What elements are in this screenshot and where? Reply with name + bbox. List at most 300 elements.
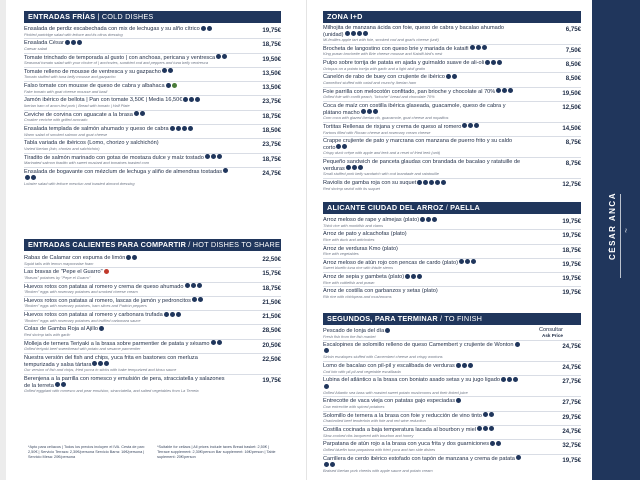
menu-item-text: [323, 398, 523, 409]
dish-name-text: Crappe crujiente de pato y marcrana con manzana de puerro frito y su caldo corto: [323, 138, 513, 151]
dish-name-text: Huevos rotos con patatas al romero, lascas de jamón y pedroncitos: [24, 297, 191, 304]
menu-item-text: [323, 124, 523, 135]
menu-item-text: [323, 89, 523, 100]
allergen-icon: [471, 259, 476, 264]
dish-description: Red shrimp ravioli with its suquet: [323, 185, 380, 191]
dish-name-text: Arroz de pato y alcachofas (plato): [323, 231, 407, 238]
dish-name-text: Tiradito de salmón marinado con gotas de mostaza dulce y maíz tostado: [24, 154, 204, 161]
dish-name: [323, 456, 523, 469]
dish-description: Rice with vegetables: [323, 251, 359, 257]
dish-description: Caesar salad: [24, 45, 47, 51]
menu-item-text: [24, 355, 229, 373]
allergen-icon: [192, 297, 197, 302]
allergen-icon: [385, 328, 390, 333]
allergen-icon: [483, 426, 488, 431]
dish-price: 24,75€: [262, 169, 281, 177]
allergen-icon: [485, 60, 490, 65]
menu-item: [323, 88, 581, 102]
menu-item: [323, 273, 581, 287]
menu-item-text: [323, 377, 523, 395]
dish-description: Cow entrecôte with spiced potatoes: [323, 403, 385, 409]
dish-description: Pickled partridge salad with lettuce and its citrus dressing: [24, 31, 123, 37]
dish-name-text: Pequeño sandwich de panceta glaudas con brandada de bacalao y ratatuille de verduras: [323, 159, 521, 172]
section-title-en: HOT DISHES TO SHARE: [192, 240, 281, 249]
menu-item-text: [323, 363, 523, 374]
allergen-icon: [435, 180, 440, 185]
dish-price: 27,75€: [562, 378, 581, 386]
section-title-en: COLD DISHES: [101, 12, 154, 21]
hot-dishes-list: [24, 254, 281, 395]
dish-name-text: Huevos rotos con patatas al romero y carbonara trufada: [24, 312, 163, 319]
dish-description: Corn coca with glazed Iberian rib, guacamole, goat cheese and nopalitos: [323, 115, 449, 121]
menu-item: [323, 362, 581, 376]
menu-item-text: [323, 260, 523, 271]
menu-item: [24, 254, 281, 268]
menu-item: [323, 287, 581, 300]
allergen-icon: [474, 123, 479, 128]
dish-name-text: Milhojita de manzana ácida con foie, queso de cabra y bacalao ahumado (unidad): [323, 25, 504, 38]
allergen-icon: [452, 74, 457, 79]
dish-description: Small stuffed pork belly sandwich with cod brandade and ratatouille: [323, 171, 439, 177]
dish-name-text: Arroz de sepia y gambeta (plato): [323, 274, 405, 281]
allergen-icon: [345, 31, 350, 36]
section-header-mains: SEGUNDOS, PARA TERMINAR / TO FINISH: [323, 313, 581, 325]
logo-text: CÉSAR ANCA: [608, 192, 617, 261]
allergen-icon: [515, 342, 520, 347]
allergen-icon: [176, 312, 181, 317]
brand-logo: [598, 192, 634, 282]
dish-description: Fake tomato with goat cheese mousse and basil: [24, 88, 108, 94]
dish-name-text: Las bravas de "Pepe el Guarro": [24, 269, 103, 276]
menu-item: [323, 102, 581, 123]
menu-item-text: [24, 298, 229, 309]
menu-item-text: [24, 55, 229, 66]
menu-item-text: [323, 74, 523, 85]
dish-price: 23,75€: [262, 98, 281, 106]
allergen-icon: [426, 217, 431, 222]
allergen-icon: [31, 175, 36, 180]
dish-price: 32,75€: [562, 442, 581, 450]
allergen-icon: [490, 441, 495, 446]
dish-description: Sweet bluefin tuna rice with thistle stems: [323, 265, 394, 271]
allergen-icon: [361, 109, 366, 114]
dish-price: 12,50€: [562, 104, 581, 112]
dish-description: Grilled teriyaki beef sweetbread with potato and sesame parmentier: [24, 346, 141, 352]
allergen-icon: [429, 180, 434, 185]
menu-item: [323, 259, 581, 273]
dish-name-text: Arroz meloso de rape y almejas (plato): [323, 217, 420, 223]
dish-price: 19,50€: [562, 89, 581, 97]
menu-item: [24, 168, 281, 188]
dish-name-text: Coca de maíz con costilla ibérica glaseada, guacamole, queso de cabra y plátano macho: [323, 103, 506, 116]
allergen-icon: [420, 217, 425, 222]
allergen-icon: [223, 168, 228, 173]
dish-price: 14,50€: [562, 124, 581, 132]
menu-item: [24, 354, 281, 375]
menu-item: [24, 268, 281, 282]
menu-item: [24, 154, 281, 168]
menu-item-text: [24, 126, 229, 137]
dish-description: Grilled eggplant with romesco and pear emulsion, stracciatella, and salted vegetables from La Terreta: [24, 388, 199, 394]
allergen-icon: [191, 283, 196, 288]
dish-description: Thick rice with monkfish and clams: [323, 222, 384, 228]
dish-price: 12,75€: [562, 181, 581, 189]
dish-name-text: Tabla variada de ibéricos (Lomo, chorizo y salchichón): [24, 140, 159, 147]
allergen-icon: [140, 111, 145, 116]
menu-page-left: [6, 0, 301, 480]
dish-name-text: Ensalada de bogavante con mézclum de lechuga y aliño de almendras tostadas: [24, 168, 223, 175]
menu-item-text: [323, 46, 523, 57]
allergen-icon: [468, 363, 473, 368]
menu-item: [24, 111, 281, 125]
allergen-icon: [459, 259, 464, 264]
allergen-icon: [373, 109, 378, 114]
dish-name-text: Nuestra versión del fish and chips, yuca frita en bastones con merluza tempurizada y salsa tártara: [24, 355, 198, 368]
dish-price: 18,75€: [562, 246, 581, 254]
dish-description: Mi-feuilles apple tart with foie, smoked cod and goat's cheese (unit): [323, 37, 439, 43]
menu-item: [323, 158, 581, 179]
dish-price: 18,50€: [262, 127, 281, 135]
dish-description: Croaker ceviche with grilled avocado: [24, 117, 88, 123]
idi-dishes-list: [323, 24, 581, 192]
menu-item-text: [323, 456, 523, 474]
menu-item-text: [323, 288, 523, 299]
menu-item: [323, 137, 581, 158]
dish-price: 28,50€: [262, 327, 281, 335]
menu-item: [24, 375, 281, 395]
menu-item: [323, 123, 581, 137]
allergen-icon: [198, 297, 203, 302]
dish-price: 15,75€: [262, 270, 281, 278]
dish-price: 27,75€: [562, 399, 581, 407]
dish-name-text: Ensalada César: [24, 40, 64, 47]
menu-item-text: [323, 274, 523, 285]
menu-item-text: [323, 103, 523, 121]
menu-item: [24, 39, 281, 53]
dish-price: 24,75€: [562, 427, 581, 435]
menu-item-text: [24, 376, 229, 394]
cold-dishes-list: [24, 25, 281, 188]
menu-item: [323, 179, 581, 192]
dish-name-text: Colas de Gamba Roja al Ajillo: [24, 326, 98, 333]
menu-item: [24, 340, 281, 354]
menu-item-text: [323, 217, 523, 228]
allergen-icon: [468, 123, 473, 128]
allergen-icon: [71, 40, 76, 45]
menu-item: [24, 297, 281, 311]
allergen-icon: [462, 363, 467, 368]
menu-item-text: [323, 328, 523, 339]
dish-name-text: Brocheta de langostino con queso brie y mariada de kataifi: [323, 45, 469, 52]
menu-item-text: [323, 342, 523, 360]
brand-sidebar: [592, 0, 640, 480]
section-title-es: ENTRADAS CALIENTES PARA COMPARTIR: [28, 240, 187, 249]
allergen-icon: [482, 45, 487, 50]
menu-item-text: [24, 69, 229, 80]
section-title-en: PAELLA: [450, 203, 481, 212]
dish-name-text: Tortitas Rellenas de rixjana y crema de queso al romero: [323, 123, 462, 130]
menu-item-text: [24, 26, 229, 37]
menu-item: [323, 230, 581, 244]
allergen-icon: [446, 74, 451, 79]
menu-item-text: [24, 97, 229, 108]
dish-price: 29,75€: [562, 413, 581, 421]
dish-name-text: Rabas de Calamar con espuma de limón: [24, 255, 126, 261]
menu-item: [24, 96, 281, 110]
dish-price: 19,75€: [562, 218, 581, 225]
dish-description: Grilled foie with confit peach, "brioche" bread and chocolate 70%: [323, 94, 435, 100]
menu-item: [24, 54, 281, 68]
menu-item: [323, 440, 581, 454]
footer-notes: [28, 445, 288, 460]
menu-item: [24, 68, 281, 82]
allergen-icon: [441, 180, 446, 185]
note-english: *Suitable for celiacs | All prices include taxes Bread basket: 2,50€ | Terrace supplement: 2,30€/person Bar supplement: 16€/person | Table suplement: 20€/person: [157, 445, 276, 459]
allergen-icon: [98, 361, 103, 366]
allergen-icon: [496, 88, 501, 93]
allergen-icon: [507, 377, 512, 382]
dish-description: Squid tails with lemon mayonnaise foam: [24, 260, 94, 266]
menu-item: [323, 397, 581, 411]
dish-name-text: Huevos rotos con patatas al romero y crema de queso ahumado: [24, 283, 184, 290]
dish-name-text: Molleja de ternera Teriyaki a la brasa sobre parmentier de patata y sésamo: [24, 340, 210, 347]
allergen-icon: [367, 109, 372, 114]
menu-item-text: [323, 25, 523, 43]
menu-item: [323, 245, 581, 259]
allergen-icon: [170, 126, 175, 131]
dish-name-text: Arroz meloso de atún rojo con pencas de cardo (plato): [323, 259, 458, 266]
dish-name-text: Ceviche de corvina con aguacate a la brasa: [24, 111, 133, 118]
menu-item-text: [24, 155, 229, 166]
allergen-icon: [346, 165, 351, 170]
dish-description: Braised Iberian pork cheeks with apple sauce and potato cream: [323, 467, 433, 473]
dish-price: 8,75€: [565, 160, 581, 168]
allergen-icon: [405, 274, 410, 279]
dish-name-text: Jamón ibérico de bellota | Pan con tomate 3,50€ | Media 16,50€: [24, 97, 183, 104]
allergen-icon: [126, 255, 131, 260]
note-spanish: *Apto para celíacos | Todos los precios incluyen el IVA. Cesta de pan: 2,50€ | Servicio Terraza: 2,30€/persona Servicio Barra: 16€/persona | Servicio Mesa: 20€/persona: [28, 445, 145, 459]
menu-item-text: [24, 40, 229, 51]
dish-description: Grilled Atlantic sea bass with roasted sweet potato mushrooms and their linked juice: [323, 389, 468, 395]
allergen-icon: [489, 412, 494, 417]
allergen-icon: [491, 60, 496, 65]
dish-price: 21,50€: [262, 298, 281, 306]
rice-dishes-list: [323, 216, 581, 301]
allergen-icon: [465, 259, 470, 264]
allergen-icon: [170, 312, 175, 317]
menu-item-text: [24, 269, 229, 280]
dish-description: Warm salad of smoked salmon and goat cheese: [24, 131, 108, 137]
allergen-icon: [104, 361, 109, 366]
dish-name-text: Lomo de bacalao con pil-pil y escalibada de verduras: [323, 363, 455, 370]
dish-name: [24, 40, 229, 47]
menu-item: [323, 412, 581, 426]
dish-price: 21,50€: [262, 313, 281, 321]
allergen-icon: [166, 83, 171, 88]
menu-item: [323, 216, 581, 230]
dish-price: 8,50€: [565, 75, 581, 83]
allergen-icon: [411, 274, 416, 279]
allergen-icon: [516, 455, 521, 460]
dish-price: 8,50€: [565, 61, 581, 69]
allergen-icon: [456, 363, 461, 368]
dish-price: 18,75€: [262, 155, 281, 163]
menu-item-text: [24, 255, 229, 266]
dish-name-text: Pulpo sobre torrija de patata en ajada y guirnaldo suave de ali-oli: [323, 60, 485, 67]
dish-name: [323, 377, 523, 390]
allergen-icon: [216, 54, 221, 59]
dish-price: 24,75€: [562, 343, 581, 351]
menu-item: [24, 125, 281, 139]
allergen-icon: [61, 382, 66, 387]
logo-rule: [620, 194, 621, 278]
menu-item: [24, 283, 281, 297]
allergen-icon: [324, 348, 329, 353]
dish-price: 13,50€: [262, 84, 281, 92]
section-title-es: ENTRADAS FRÍAS: [28, 12, 96, 21]
dish-description: Lobster salad with lettuce mesclun and toasted almond dressing: [24, 181, 135, 187]
dish-price: 19,75€: [262, 376, 281, 384]
dish-description: "Broken" eggs with rosemary potatoes, ham slices and Padrón peppers: [24, 303, 147, 309]
allergen-icon: [423, 180, 428, 185]
dish-description: Rice with cuttlefish and prawn: [323, 279, 375, 285]
menu-item: [323, 24, 581, 45]
menu-item: [24, 311, 281, 325]
allergen-icon: [205, 154, 210, 159]
dish-description: Varied Iberian (loin, chorizo and salchichón): [24, 145, 100, 151]
dish-description: Fresh fish from the fish market: [323, 333, 376, 339]
dish-description: "Broken" eggs with rosemary potatoes and smoked cheese cream: [24, 289, 138, 295]
section-header-hot: ENTRADAS CALIENTES PARA COMPARTIR / HOT DISHES TO SHARE: [24, 239, 281, 251]
allergen-icon: [211, 340, 216, 345]
section-header-cold: ENTRADAS FRÍAS | COLD DISHES: [24, 11, 281, 23]
allergen-icon: [185, 283, 190, 288]
dish-name-text: Carrillera de cerdo ibérico estofado con tapón de manzana y crema de patata: [323, 455, 515, 462]
dish-name-text: Falso tomate con mousse de queso de cabra y albahaca: [24, 83, 165, 90]
dish-description: Tomato stuffed with tuna belly mousse and gazpacho: [24, 74, 116, 80]
allergen-icon: [217, 154, 222, 159]
dish-description: "Bravas" potatoes by "Pepe el Guarro": [24, 274, 91, 280]
dish-name-text: Arroz de verduras Kmo (plato): [323, 245, 398, 252]
menu-item-text: [24, 169, 229, 187]
section-title-en: TO FINISH: [444, 314, 483, 323]
dish-description: Fartons filled with Rioxan cheese and rosemary cream cheese: [323, 129, 431, 135]
allergen-icon: [462, 123, 467, 128]
dish-name-text: Arroz de costilla con garbanzos y setas (plato): [323, 288, 438, 295]
dish-name-text: Tomate relleno de mousse de ventresca y su gazpacho: [24, 68, 161, 75]
allergen-icon: [65, 40, 70, 45]
dish-description: Marinated salmon tiradito with sweet mustard and tomatoes toasted corn: [24, 160, 150, 166]
dish-description: Sirloin escalopes stuffed with Camembert cheese and crispy wontons: [323, 354, 443, 360]
dish-price: 7,50€: [565, 46, 581, 54]
dish-price: 19,75€: [562, 456, 581, 464]
dish-description: Slow-cooked ribs lacquered with bourbon and honey: [323, 432, 414, 438]
dish-description: Rib rice with chickpeas and mushrooms: [323, 294, 392, 300]
menu-item: [24, 82, 281, 96]
dish-price: 18,75€: [262, 284, 281, 292]
allergen-icon: [476, 45, 481, 50]
dish-name-text: Lubina del atlántico a la brasa con boniato asado setas y su jugo ligado: [323, 377, 500, 384]
allergen-icon: [201, 26, 206, 31]
dish-price: 18,75€: [262, 112, 281, 120]
menu-item-text: [323, 138, 523, 156]
section-title-es: ALICANTE CIUDAD DEL ARROZ: [327, 203, 444, 212]
menu-item-text: [323, 246, 523, 257]
dish-name-text: Solomillo de ternera a la brasa con foie y reducción de vino tinto: [323, 412, 482, 419]
dish-name-text: Pescado de lonja del día: [323, 328, 385, 334]
allergen-icon: [162, 68, 167, 73]
menu-item-text: [24, 326, 229, 337]
menu-item: [323, 376, 581, 397]
allergen-icon: [489, 426, 494, 431]
allergen-icon: [417, 274, 422, 279]
dish-name-text: Entrecotte de vaca vieja con patatas gajo especiadas: [323, 398, 456, 405]
dish-name-text: Ensalada de perdiz escabechada con mix de lechugas y su alño cítrico: [24, 26, 200, 32]
dish-price: 6,75€: [565, 26, 581, 33]
allergen-icon: [502, 88, 507, 93]
dish-price: 19,75€: [562, 275, 581, 283]
menu-item-text: [24, 284, 229, 295]
dish-name-text: Foie parrilla con melocotón confitado, pan brioche y chocolate al 70%: [323, 88, 496, 95]
dish-price: 23,75€: [262, 141, 281, 149]
allergen-icon: [55, 382, 60, 387]
dish-name-text: Tomate trinchado de temporada al gusto | con anchoas, pericana y ventresca: [24, 54, 216, 61]
menu-item: [24, 25, 281, 39]
menu-item: [323, 327, 581, 341]
allergen-icon: [132, 255, 137, 260]
ask-price-label: Ask Price: [542, 333, 563, 339]
allergen-icon: [324, 462, 329, 467]
dish-price: 19,50€: [262, 55, 281, 63]
allergen-icon: [351, 31, 356, 36]
dish-price: 8,75€: [565, 139, 581, 147]
allergen-icon: [25, 175, 30, 180]
dish-name-text: Canelón de rabo de buey con crujiente de ibérico: [323, 74, 445, 81]
allergen-icon: [195, 97, 200, 102]
section-header-idi: [323, 11, 581, 23]
allergen-icon: [352, 165, 357, 170]
allergen-icon: [197, 283, 202, 288]
dish-price: 13,50€: [262, 69, 281, 77]
allergen-icon: [508, 88, 513, 93]
dish-description: Charbroiled beef tenderloin with foie and red wine reduction: [323, 418, 426, 424]
allergen-icon: [207, 26, 212, 31]
menu-item: [323, 455, 581, 475]
spicy-icon: [104, 269, 109, 274]
dish-name-text: Raviolis de gamba roja con su suquet: [323, 180, 417, 187]
allergen-icon: [164, 312, 169, 317]
allergen-icon: [417, 180, 422, 185]
dish-price: 22,50€: [262, 256, 281, 263]
vegetarian-icon: [172, 83, 177, 88]
allergen-icon: [168, 68, 173, 73]
menu-item-text: [24, 140, 229, 151]
dish-name-text: Berenjena a la parrilla con romesco y emulsión de pera, stracciatella y salazones de la terreta: [24, 375, 225, 389]
menu-item-text: [323, 427, 523, 438]
mains-dishes-list: [323, 327, 581, 474]
allergen-icon: [211, 154, 216, 159]
dish-description: Octopus on a potato torrija with garlic and a light aioli gratin: [323, 65, 426, 71]
dish-price: 19,75€: [562, 260, 581, 268]
dish-name-text: Escalopines de solomillo relleno de queso Camembert y crujiente de Wonton: [323, 342, 514, 349]
allergen-icon: [483, 412, 488, 417]
dish-description: Cod loin with pil-pil and vegetable escalibada: [323, 368, 401, 374]
dish-price: 24,75€: [562, 364, 581, 372]
section-title: ZONA I+D: [327, 12, 363, 21]
allergen-icon: [92, 361, 97, 366]
allergen-icon: [432, 217, 437, 222]
menu-item: [323, 59, 581, 73]
